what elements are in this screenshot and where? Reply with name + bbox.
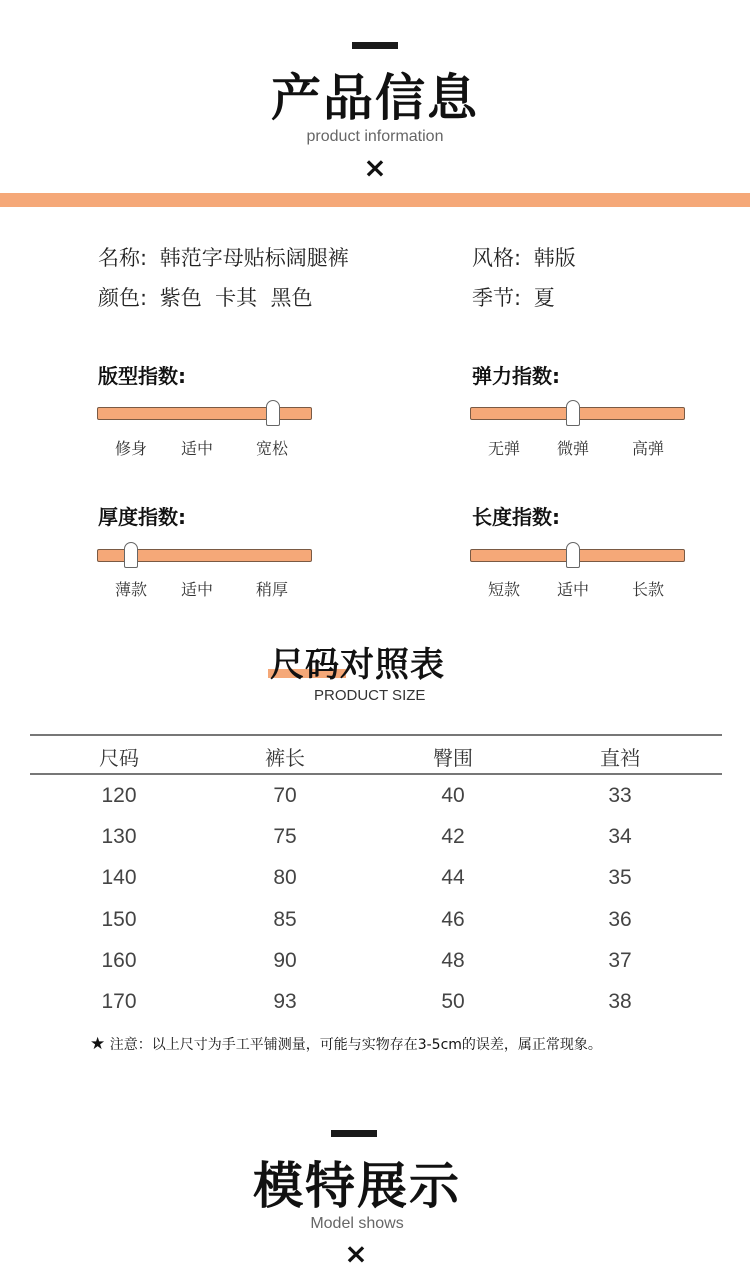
style-label: 风格: <box>472 246 522 270</box>
close-icon: × <box>344 1237 368 1270</box>
table-cell: 160 <box>101 949 137 972</box>
table-cell: 33 <box>608 784 632 807</box>
elasticity-index-label-high: 高弹 <box>632 439 665 458</box>
length-index-knob <box>566 542 580 568</box>
fit-index-label-low: 修身 <box>115 439 148 458</box>
season-value: 夏 <box>533 286 555 310</box>
length-index-title: 长度指数: <box>472 505 560 529</box>
table-cell: 80 <box>273 866 297 889</box>
close-icon: × <box>363 151 387 184</box>
table-cell: 150 <box>101 908 137 931</box>
table-cell: 130 <box>101 825 137 848</box>
star-icon: ★ <box>90 1034 106 1054</box>
table-top-rule <box>30 734 722 736</box>
table-cell: 85 <box>273 908 297 931</box>
thickness-index-knob <box>124 542 138 568</box>
table-cell: 90 <box>273 949 297 972</box>
model-shows-title: 模特展示 <box>253 1157 461 1215</box>
fit-index-label-high: 宽松 <box>256 439 289 458</box>
color-row <box>98 282 312 312</box>
table-cell: 120 <box>101 784 137 807</box>
table-cell: 50 <box>441 990 465 1013</box>
elasticity-index-title: 弹力指数: <box>472 364 560 388</box>
size-note-text: 注意：以上尺寸为手工平铺测量，可能与实物存在3-5cm的误差，属正常现象。 <box>109 1037 602 1053</box>
table-header-cell: 直裆 <box>600 746 640 770</box>
table-cell: 37 <box>608 949 632 972</box>
name-value: 韩范字母贴标阔腿裤 <box>159 246 349 270</box>
name-label: 名称: <box>98 246 148 270</box>
style-value: 韩版 <box>533 246 576 270</box>
length-index-label-mid: 适中 <box>557 580 590 599</box>
table-header-rule <box>30 773 722 775</box>
length-index-label-low: 短款 <box>488 580 521 599</box>
table-cell: 93 <box>273 990 297 1013</box>
name-row <box>98 242 349 272</box>
season-row <box>472 282 555 312</box>
size-chart-title: 尺码对照表 <box>270 645 445 685</box>
table-cell: 42 <box>441 825 465 848</box>
table-cell: 35 <box>608 866 632 889</box>
table-cell: 48 <box>441 949 465 972</box>
table-cell: 40 <box>441 784 465 807</box>
style-row <box>472 242 576 272</box>
table-cell: 36 <box>608 908 632 931</box>
table-cell: 46 <box>441 908 465 931</box>
size-note <box>90 1034 602 1054</box>
title-dash <box>352 42 398 49</box>
table-cell: 140 <box>101 866 137 889</box>
table-cell: 70 <box>273 784 297 807</box>
elasticity-index-label-low: 无弹 <box>488 439 521 458</box>
model-shows-subtitle: Model shows <box>310 1215 404 1232</box>
product-info-subtitle: product information <box>306 128 444 145</box>
fit-index-label-mid: 适中 <box>181 439 214 458</box>
product-info-title: 产品信息 <box>271 69 479 127</box>
size-chart-subtitle: PRODUCT SIZE <box>314 687 426 704</box>
table-cell: 44 <box>441 866 465 889</box>
fit-index-knob <box>266 400 280 426</box>
thickness-index-label-high: 稍厚 <box>256 580 289 599</box>
table-header-cell: 臀围 <box>433 746 473 770</box>
table-header-cell: 尺码 <box>99 746 139 770</box>
elasticity-index-knob <box>566 400 580 426</box>
table-header-cell: 裤长 <box>265 746 305 770</box>
thickness-index-label-mid: 适中 <box>181 580 214 599</box>
length-index-label-high: 长款 <box>632 580 665 599</box>
color-label: 颜色: <box>98 286 148 310</box>
thickness-index-title: 厚度指数: <box>98 505 186 529</box>
accent-band <box>0 193 750 207</box>
fit-index-title: 版型指数: <box>98 364 186 388</box>
table-cell: 38 <box>608 990 632 1013</box>
thickness-index-label-low: 薄款 <box>115 580 148 599</box>
elasticity-index-label-mid: 微弹 <box>557 439 590 458</box>
table-cell: 34 <box>608 825 632 848</box>
color-value: 紫色 卡其 黑色 <box>159 286 313 310</box>
table-cell: 75 <box>273 825 297 848</box>
table-cell: 170 <box>101 990 137 1013</box>
season-label: 季节: <box>472 286 522 310</box>
model-title-dash <box>331 1130 377 1137</box>
